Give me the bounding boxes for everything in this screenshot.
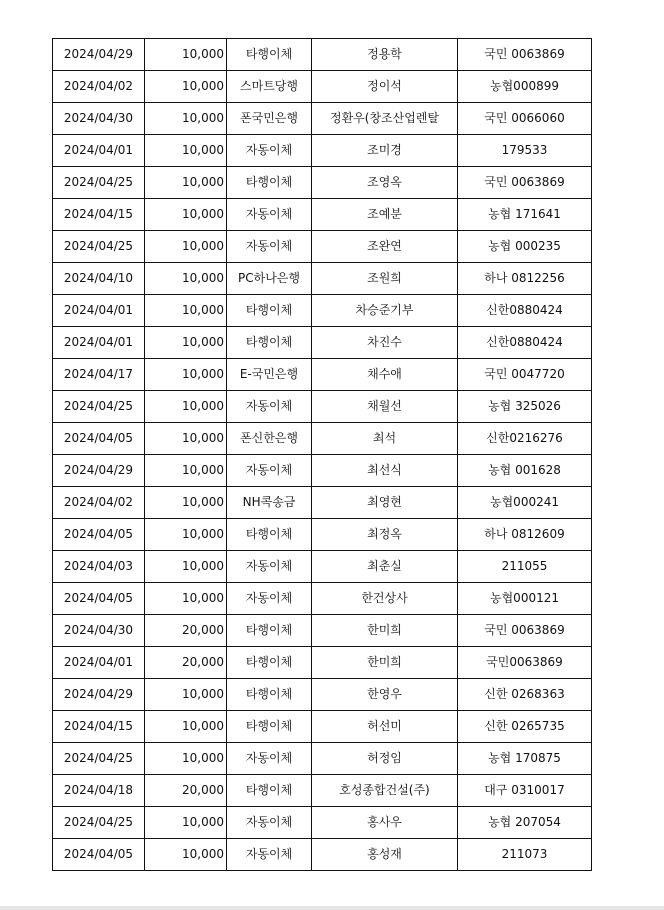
account-cell: 179533 — [458, 135, 592, 167]
amount-cell: 20,000 — [145, 647, 227, 679]
amount-cell: 10,000 — [145, 519, 227, 551]
amount-cell: 10,000 — [145, 839, 227, 871]
date-cell: 2024/04/15 — [53, 711, 145, 743]
transfer-type-cell: 자동이체 — [227, 199, 312, 231]
table-row — [53, 71, 592, 103]
table-row — [53, 423, 592, 455]
account-cell: 농협000241 — [458, 487, 592, 519]
transfer-type-cell: 자동이체 — [227, 391, 312, 423]
transfer-type-cell: 폰신한은행 — [227, 423, 312, 455]
amount-cell: 10,000 — [145, 359, 227, 391]
account-cell: 국민 0066060 — [458, 103, 592, 135]
table-row — [53, 551, 592, 583]
transfer-type-cell: 타행이체 — [227, 295, 312, 327]
depositor-name-cell: 차진수 — [312, 327, 458, 359]
account-cell: 국민 0047720 — [458, 359, 592, 391]
transfer-type-cell: E-국민은행 — [227, 359, 312, 391]
depositor-name-cell: 조예분 — [312, 199, 458, 231]
depositor-name-cell: 차승준기부 — [312, 295, 458, 327]
amount-cell: 10,000 — [145, 583, 227, 615]
depositor-name-cell: 홍성재 — [312, 839, 458, 871]
transfer-type-cell: 타행이체 — [227, 615, 312, 647]
transfer-type-cell: 자동이체 — [227, 807, 312, 839]
table-row — [53, 359, 592, 391]
account-cell: 211073 — [458, 839, 592, 871]
amount-cell: 10,000 — [145, 487, 227, 519]
transfer-type-cell: 자동이체 — [227, 135, 312, 167]
depositor-name-cell: 채수애 — [312, 359, 458, 391]
date-cell: 2024/04/29 — [53, 455, 145, 487]
amount-cell: 10,000 — [145, 135, 227, 167]
date-cell: 2024/04/05 — [53, 583, 145, 615]
table-row — [53, 519, 592, 551]
account-cell: 농협 170875 — [458, 743, 592, 775]
table-row — [53, 167, 592, 199]
date-cell: 2024/04/29 — [53, 39, 145, 71]
depositor-name-cell: 정환우(창조산업렌탈 — [312, 103, 458, 135]
date-cell: 2024/04/15 — [53, 199, 145, 231]
account-cell: 국민 0063869 — [458, 39, 592, 71]
date-cell: 2024/04/02 — [53, 487, 145, 519]
amount-cell: 10,000 — [145, 327, 227, 359]
depositor-name-cell: 허정임 — [312, 743, 458, 775]
table-row — [53, 231, 592, 263]
amount-cell: 10,000 — [145, 199, 227, 231]
table-row — [53, 391, 592, 423]
transfer-type-cell: 자동이체 — [227, 551, 312, 583]
date-cell: 2024/04/02 — [53, 71, 145, 103]
account-cell: 하나 0812256 — [458, 263, 592, 295]
account-cell: 국민 0063869 — [458, 615, 592, 647]
account-cell: 농협 171641 — [458, 199, 592, 231]
amount-cell: 10,000 — [145, 391, 227, 423]
transfer-type-cell: 타행이체 — [227, 39, 312, 71]
depositor-name-cell: 한건상사 — [312, 583, 458, 615]
account-cell: 농협 325026 — [458, 391, 592, 423]
date-cell: 2024/04/30 — [53, 615, 145, 647]
date-cell: 2024/04/10 — [53, 263, 145, 295]
amount-cell: 10,000 — [145, 551, 227, 583]
date-cell: 2024/04/01 — [53, 135, 145, 167]
amount-cell: 10,000 — [145, 71, 227, 103]
account-cell: 농협000121 — [458, 583, 592, 615]
depositor-name-cell: 조미경 — [312, 135, 458, 167]
amount-cell: 10,000 — [145, 231, 227, 263]
date-cell: 2024/04/01 — [53, 327, 145, 359]
transfer-type-cell: 자동이체 — [227, 743, 312, 775]
table-row — [53, 807, 592, 839]
amount-cell: 10,000 — [145, 423, 227, 455]
date-cell: 2024/04/25 — [53, 391, 145, 423]
transfer-type-cell: 타행이체 — [227, 519, 312, 551]
table-row — [53, 487, 592, 519]
account-cell: 신한 0268363 — [458, 679, 592, 711]
depositor-name-cell: 호성종합건설(주) — [312, 775, 458, 807]
transfer-type-cell: 자동이체 — [227, 231, 312, 263]
account-cell: 국민0063869 — [458, 647, 592, 679]
table-row — [53, 679, 592, 711]
transfer-type-cell: 타행이체 — [227, 167, 312, 199]
account-cell: 신한0216276 — [458, 423, 592, 455]
donation-ledger-table — [52, 38, 592, 871]
date-cell: 2024/04/17 — [53, 359, 145, 391]
account-cell: 신한0880424 — [458, 327, 592, 359]
account-cell: 농협 207054 — [458, 807, 592, 839]
table-row — [53, 295, 592, 327]
depositor-name-cell: 최석 — [312, 423, 458, 455]
depositor-name-cell: 한영우 — [312, 679, 458, 711]
date-cell: 2024/04/01 — [53, 647, 145, 679]
transfer-type-cell: 타행이체 — [227, 711, 312, 743]
depositor-name-cell: 한미희 — [312, 647, 458, 679]
depositor-name-cell: 조영옥 — [312, 167, 458, 199]
depositor-name-cell: 홍사우 — [312, 807, 458, 839]
table-row — [53, 103, 592, 135]
depositor-name-cell: 채월선 — [312, 391, 458, 423]
account-cell: 대구 0310017 — [458, 775, 592, 807]
amount-cell: 10,000 — [145, 455, 227, 487]
table-row — [53, 583, 592, 615]
table-row — [53, 263, 592, 295]
amount-cell: 10,000 — [145, 39, 227, 71]
date-cell: 2024/04/29 — [53, 679, 145, 711]
date-cell: 2024/04/25 — [53, 807, 145, 839]
amount-cell: 10,000 — [145, 679, 227, 711]
account-cell: 농협 000235 — [458, 231, 592, 263]
account-cell: 국민 0063869 — [458, 167, 592, 199]
date-cell: 2024/04/05 — [53, 519, 145, 551]
table-row — [53, 743, 592, 775]
amount-cell: 10,000 — [145, 711, 227, 743]
table-row — [53, 39, 592, 71]
amount-cell: 10,000 — [145, 743, 227, 775]
amount-cell: 20,000 — [145, 775, 227, 807]
table-row — [53, 455, 592, 487]
table-row — [53, 135, 592, 167]
depositor-name-cell: 조완연 — [312, 231, 458, 263]
table-row — [53, 839, 592, 871]
amount-cell: 10,000 — [145, 807, 227, 839]
transfer-type-cell: 타행이체 — [227, 327, 312, 359]
depositor-name-cell: 정용학 — [312, 39, 458, 71]
table-row — [53, 327, 592, 359]
transfer-type-cell: 자동이체 — [227, 839, 312, 871]
amount-cell: 10,000 — [145, 103, 227, 135]
depositor-name-cell: 최선식 — [312, 455, 458, 487]
amount-cell: 20,000 — [145, 615, 227, 647]
table-row — [53, 199, 592, 231]
depositor-name-cell: 한미희 — [312, 615, 458, 647]
depositor-name-cell: 조원희 — [312, 263, 458, 295]
date-cell: 2024/04/30 — [53, 103, 145, 135]
depositor-name-cell: 허선미 — [312, 711, 458, 743]
account-cell: 신한0880424 — [458, 295, 592, 327]
depositor-name-cell: 최영현 — [312, 487, 458, 519]
transfer-type-cell: 자동이체 — [227, 455, 312, 487]
table-row — [53, 711, 592, 743]
table-row — [53, 775, 592, 807]
transfer-type-cell: PC하나은행 — [227, 263, 312, 295]
transfer-type-cell: 스마트당행 — [227, 71, 312, 103]
account-cell: 농협000899 — [458, 71, 592, 103]
date-cell: 2024/04/01 — [53, 295, 145, 327]
date-cell: 2024/04/03 — [53, 551, 145, 583]
date-cell: 2024/04/05 — [53, 839, 145, 871]
page-bottom-edge — [0, 906, 664, 910]
date-cell: 2024/04/25 — [53, 743, 145, 775]
table-row — [53, 615, 592, 647]
transfer-type-cell: 자동이체 — [227, 583, 312, 615]
transfer-type-cell: 타행이체 — [227, 679, 312, 711]
depositor-name-cell: 최춘실 — [312, 551, 458, 583]
depositor-name-cell: 최정옥 — [312, 519, 458, 551]
transfer-type-cell: 타행이체 — [227, 775, 312, 807]
account-cell: 신한 0265735 — [458, 711, 592, 743]
transfer-type-cell: NH콕송금 — [227, 487, 312, 519]
depositor-name-cell: 정이석 — [312, 71, 458, 103]
date-cell: 2024/04/18 — [53, 775, 145, 807]
transfer-type-cell: 폰국민은행 — [227, 103, 312, 135]
amount-cell: 10,000 — [145, 295, 227, 327]
date-cell: 2024/04/25 — [53, 231, 145, 263]
amount-cell: 10,000 — [145, 167, 227, 199]
amount-cell: 10,000 — [145, 263, 227, 295]
transfer-type-cell: 타행이체 — [227, 647, 312, 679]
ledger-body — [53, 39, 592, 871]
date-cell: 2024/04/25 — [53, 167, 145, 199]
table-row — [53, 647, 592, 679]
account-cell: 하나 0812609 — [458, 519, 592, 551]
date-cell: 2024/04/05 — [53, 423, 145, 455]
account-cell: 211055 — [458, 551, 592, 583]
account-cell: 농협 001628 — [458, 455, 592, 487]
